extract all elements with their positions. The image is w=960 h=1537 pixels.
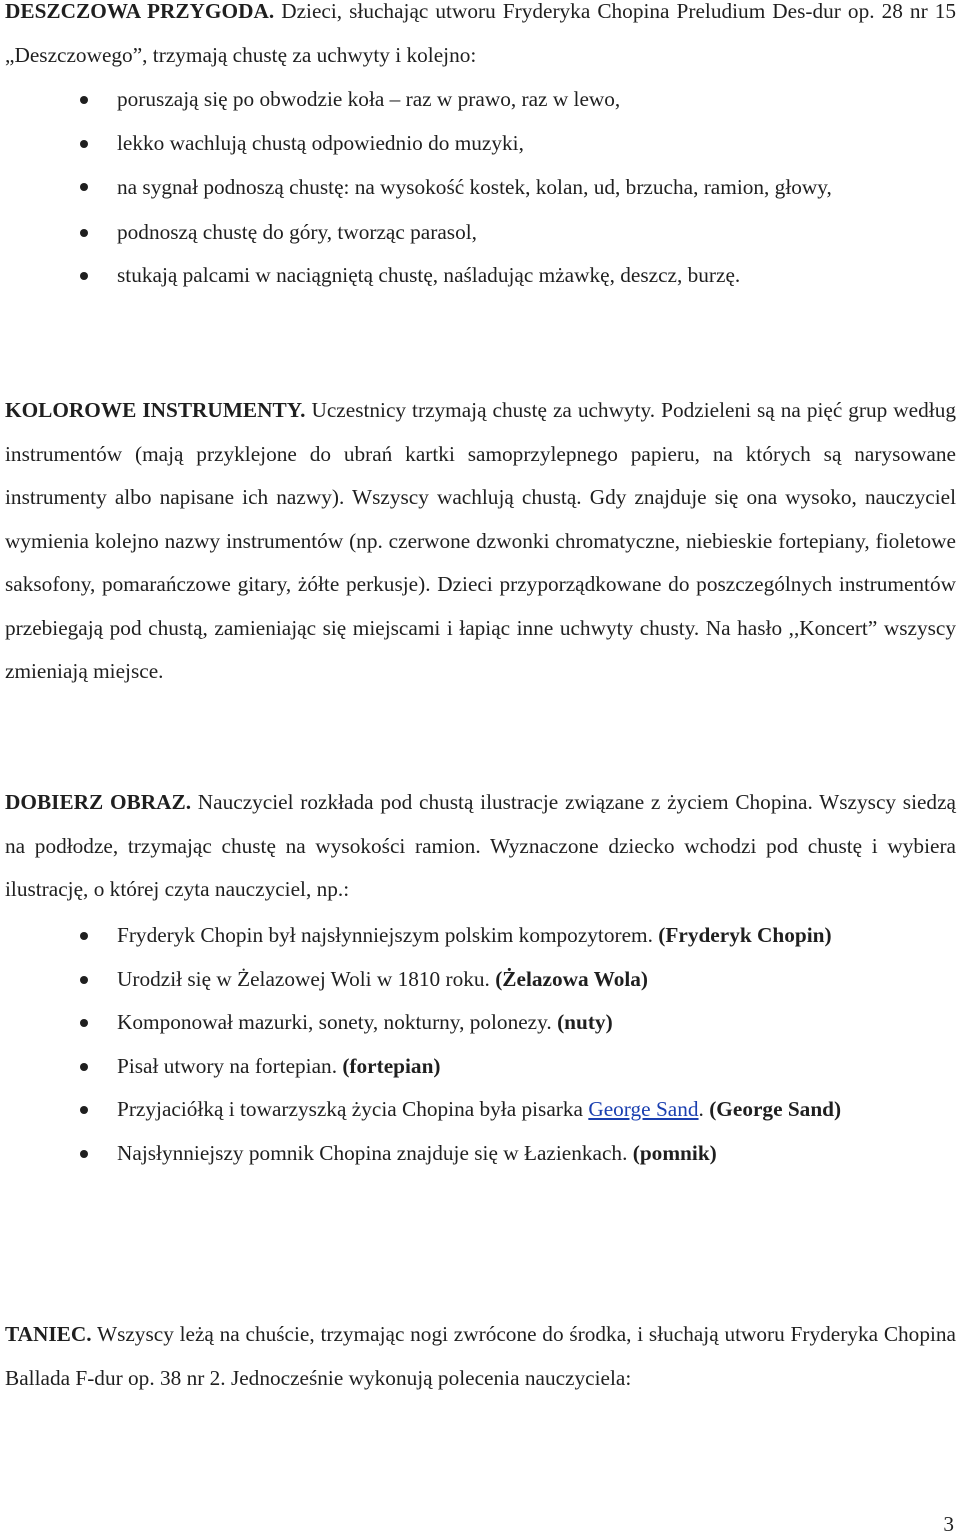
rain-steps-list: [0, 78, 956, 298]
answer-label: (pomnik): [632, 1140, 717, 1165]
picture-paragraph: [5, 781, 956, 912]
rain-intro-paragraph: [5, 0, 956, 77]
answer-label: (George Sand): [709, 1097, 842, 1121]
bullet-icon: [80, 932, 88, 940]
bullet-icon: [80, 1019, 88, 1027]
list-item: podnoszą chustę do góry, tworząc parasol,: [0, 211, 956, 255]
list-item: Fryderyk Chopin był najsłynniejszym polskim kompozytorem. (Fryderyk Chopin): [0, 914, 956, 958]
bullet-icon: [80, 140, 88, 148]
bullet-icon: [80, 976, 88, 984]
answer-label: (fortepian): [342, 1053, 441, 1078]
rain-intro-text: Dzieci, słuchając utworu Fryderyka Chopina Preludium Des-dur op. 28 nr 15 „Deszczowego”, trzymają chustę za uchwyty i kolejno:: [5, 0, 956, 67]
list-item: Pisał utwory na fortepian. (fortepian): [0, 1045, 956, 1089]
george-sand-link[interactable]: George Sand: [588, 1097, 699, 1121]
bullet-icon: [80, 1106, 88, 1114]
list-item: na sygnał podnoszą chustę: na wysokość kostek, kolan, ud, brzucha, ramion, głowy,: [0, 165, 956, 211]
instruments-heading: KOLOROWE INSTRUMENTY.: [5, 398, 306, 422]
dance-paragraph: [5, 1313, 956, 1400]
answer-label: (nuty): [557, 1010, 613, 1034]
bullet-icon: [80, 183, 88, 191]
picture-text: Nauczyciel rozkłada pod chustą ilustracje związane z życiem Chopina. Wszyscy siedzą na podłodze, trzymając chustę na wysokości ramion. Wyznaczone dziecko wchodzi pod chustę i wybiera ilustrację, o której czyta nauczyciel, np.:: [5, 790, 956, 901]
list-item: Najsłynniejszy pomnik Chopina znajduje się w Łazienkach. (pomnik): [0, 1132, 956, 1176]
list-item: Komponował mazurki, sonety, nokturny, polonezy. (nuty): [0, 1001, 956, 1045]
bullet-icon: [80, 272, 88, 280]
bullet-icon: [80, 96, 88, 104]
answer-label: (Fryderyk Chopin): [658, 923, 832, 947]
page-number: 3: [943, 1512, 954, 1536]
bullet-icon: [80, 1063, 88, 1071]
list-item: poruszają się po obwodzie koła – raz w prawo, raz w lewo,: [0, 78, 956, 122]
answer-label: (Żelazowa Wola): [495, 966, 649, 991]
list-item: Przyjaciółką i towarzyszką życia Chopina była pisarka George Sand. (George Sand): [0, 1088, 956, 1132]
instruments-text: Uczestnicy trzymają chustę za uchwyty. Podzieleni są na pięć grup według instrumentów (mają przyklejone do ubrań kartki samoprzylepnego papieru, na których są narysowane instrumenty albo napisane ich nazwy). Wszyscy wachlują chustą. Gdy znajduje się ona wysoko, nauczyciel wymienia kolejno nazwy instrumentów (np. czerwone dzwonki chromatyczne, niebieskie fortepiany, fioletowe saksofony, pomarańczowe gitary, żółte perkusje). Dzieci przyporządkowane do poszczególnych instrumentów przebiegają pod chustą, zamieniając się miejscami i łapiąc inne uchwyty chusty. Na hasło ,,Koncert” wszyscy zmieniają miejsce.: [5, 398, 956, 683]
rain-heading: DESZCZOWA PRZYGODA.: [5, 0, 275, 23]
dance-heading: TANIEC.: [5, 1322, 92, 1346]
list-item: Urodził się w Żelazowej Woli w 1810 roku. (Żelazowa Wola): [0, 958, 956, 1002]
picture-heading: DOBIERZ OBRAZ.: [5, 790, 192, 814]
bullet-icon: [80, 1150, 88, 1158]
bullet-icon: [80, 229, 88, 237]
list-item: stukają palcami w naciągniętą chustę, naśladując mżawkę, deszcz, burzę.: [0, 254, 956, 298]
dance-text: Wszyscy leżą na chuście, trzymając nogi zwrócone do środka, i słuchają utworu Fryderyka Chopina Ballada F-dur op. 38 nr 2. Jednocześnie wykonują polecenia nauczyciela:: [5, 1322, 956, 1390]
list-item: lekko wachlują chustą odpowiednio do muzyki,: [0, 122, 956, 166]
chopin-questions-list: [0, 914, 956, 1175]
instruments-paragraph: [5, 389, 956, 694]
